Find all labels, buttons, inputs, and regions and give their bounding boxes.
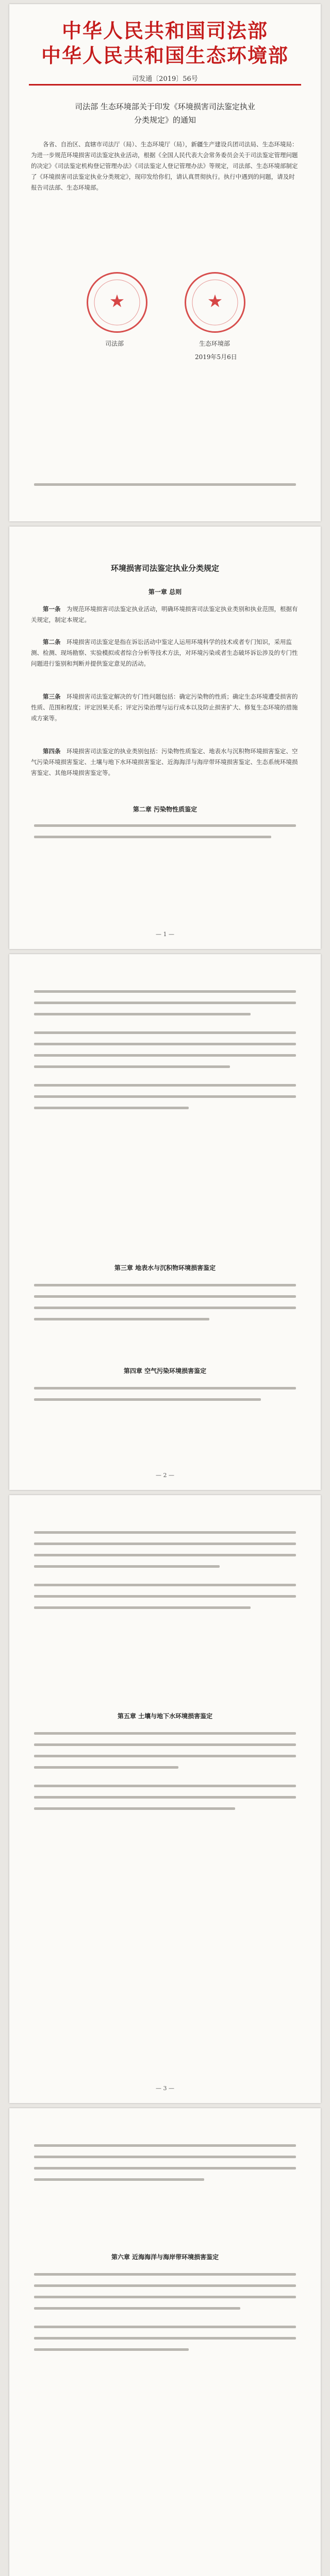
standard-page-2	[9, 954, 321, 1490]
article-text: 环境损害司法鉴定的执业类别包括：污染物性质鉴定、地表水与沉积物环境损害鉴定、空气污染环境损害鉴定、土壤与地下水环境损害鉴定、近海海洋与海岸带环境损害鉴定、生态系统环境损害鉴定、其他环境损害鉴定等。	[31, 748, 298, 776]
chapter-heading: 第六章 近海海洋与海岸带环境损害鉴定	[111, 2253, 219, 2261]
text-line	[34, 1531, 296, 1534]
chapter-heading: 第三章 地表水与沉积物环境损害鉴定	[114, 1264, 216, 1272]
page-number: — 1 —	[156, 931, 174, 938]
text-line	[34, 1565, 220, 1568]
text-line	[34, 990, 296, 993]
text-line	[34, 1398, 261, 1401]
standard-page-1	[9, 527, 321, 949]
text-line	[34, 2156, 296, 2158]
notice-page	[9, 4, 321, 521]
seal-stamp-right	[185, 272, 245, 333]
text-line	[34, 2273, 296, 2276]
notice-body: 各省、自治区、直辖市司法厅（局）、生态环境厅（局），新疆生产建设兵团司法局、生态环境局：为进一步规范环境损害司法鉴定执业活动，根据《全国人民代表大会常务委员会关于司法鉴定管理问题的决定》《司法鉴定机构登记管理办法》《司法鉴定人登记管理办法》等规定，司法部、生态环境部制定了《环境损害司法鉴定执业分类规定》，现印发给你们，请认真贯彻执行。执行中遇到的问题，请及时报告司法部、生态环境部。	[31, 141, 298, 191]
text-line	[34, 2296, 296, 2298]
text-line	[34, 824, 296, 827]
signatory-2: 生态环境部	[199, 340, 230, 347]
text-line	[34, 2178, 204, 2181]
text-line	[34, 1307, 296, 1309]
text-line	[34, 1054, 296, 1057]
red-divider	[29, 84, 301, 86]
text-line	[34, 1543, 296, 1545]
notice-date: 2019年5月6日	[195, 353, 237, 361]
text-line	[34, 1084, 296, 1087]
header-line-2: 中华人民共和国生态环境部	[41, 44, 289, 67]
article-number: 第三条	[43, 693, 61, 700]
standard-page-4	[9, 2108, 321, 2576]
text-line	[34, 1785, 296, 1787]
text-line	[34, 1013, 251, 1015]
article	[31, 691, 299, 724]
signatory-1: 司法部	[105, 340, 124, 347]
footer-rule	[34, 483, 296, 486]
text-line	[34, 1732, 296, 1735]
document-number: 司发通〔2019〕56号	[132, 75, 198, 83]
text-line	[34, 1065, 230, 1068]
page-number: — 3 —	[156, 2085, 174, 2092]
text-line	[34, 2337, 296, 2340]
text-line	[34, 1807, 235, 1810]
text-line	[34, 2326, 296, 2328]
seal-stamp-left	[87, 272, 147, 333]
chapter-heading: 第四章 空气污染环境损害鉴定	[123, 1367, 207, 1375]
article	[31, 604, 299, 625]
article-text: 为规范环境损害司法鉴定执业活动，明确环境损害司法鉴定执业类别和执业范围，根据有关规定，制定本规定。	[31, 605, 298, 623]
text-line	[34, 1606, 251, 1609]
text-line	[34, 1295, 296, 1298]
article-text: 环境损害司法鉴定是指在诉讼活动中鉴定人运用环境科学的技术或者专门知识，采用监测、检测、现场勘察、实验模拟或者综合分析等技术方法，对环境污染或者生态破坏诉讼涉及的专门性问题进行鉴别和判断并提供鉴定意见的活动。	[31, 638, 298, 667]
article-number: 第四条	[43, 748, 61, 755]
notice-title: 司法部 生态环境部关于印发《环境损害司法鉴定执业分类规定》的通知	[75, 102, 255, 125]
text-line	[34, 1743, 296, 1746]
text-line	[34, 1595, 296, 1598]
text-line	[34, 1584, 296, 1586]
text-line	[34, 2144, 296, 2147]
star-icon: ★	[109, 291, 125, 312]
text-line	[34, 1031, 296, 1034]
article-text: 环境损害司法鉴定解决的专门性问题包括：确定污染物的性质；确定生态环境遭受损害的性质、范围和程度；评定因果关系；评定污染治理与运行成本以及防止损害扩大、修复生态环境的措施或方案等。	[31, 693, 298, 722]
text-line	[34, 1284, 296, 1286]
article-number: 第二条	[43, 638, 61, 646]
red-header	[9, 19, 321, 68]
article-number: 第一条	[43, 605, 61, 613]
chapter-heading: 第一章 总则	[148, 588, 182, 596]
text-line	[34, 2348, 189, 2351]
text-line	[34, 1766, 178, 1769]
text-line	[34, 2284, 296, 2287]
standard-title: 环境损害司法鉴定执业分类规定	[110, 564, 219, 573]
article	[31, 746, 299, 778]
text-line	[34, 2307, 240, 2310]
text-line	[34, 1107, 189, 1109]
text-line	[34, 1755, 296, 1757]
article	[31, 637, 299, 669]
text-line	[34, 1002, 296, 1004]
text-line	[34, 1318, 209, 1320]
text-line	[34, 1796, 296, 1799]
standard-page-3	[9, 1495, 321, 2103]
star-icon: ★	[207, 291, 223, 312]
text-line	[34, 1387, 296, 1389]
header-line-1: 中华人民共和国司法部	[61, 19, 268, 42]
text-line	[34, 1554, 296, 1556]
text-line	[34, 2167, 296, 2170]
text-line	[34, 1095, 296, 1098]
text-line	[34, 1043, 296, 1045]
chapter-heading: 第二章 污染物性质鉴定	[133, 806, 197, 813]
page-number: — 2 —	[156, 1472, 174, 1479]
text-line	[34, 836, 271, 838]
chapter-heading: 第五章 土壤与地下水环境损害鉴定	[117, 1713, 213, 1720]
